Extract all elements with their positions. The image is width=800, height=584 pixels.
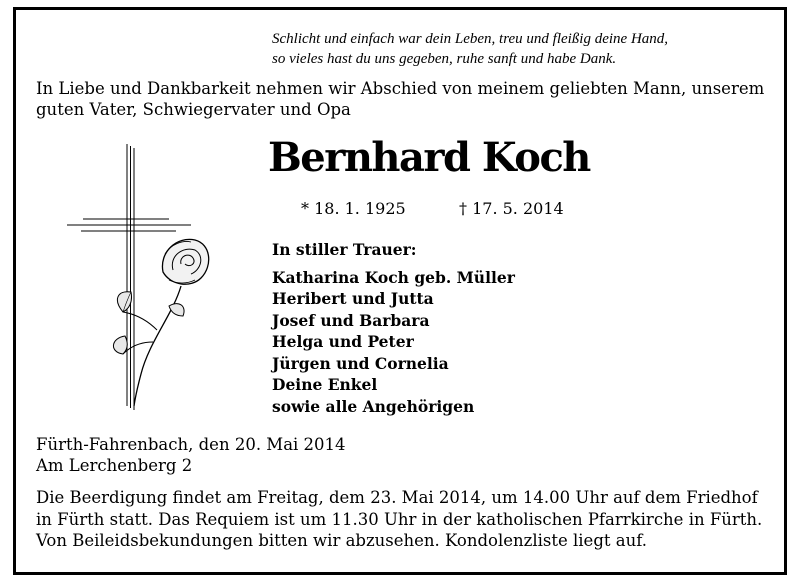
farewell-text: In Liebe und Dankbarkeit nehmen wir Abschied von meinem geliebten Mann, unserem guten Vater, Schwiegervater und Opa <box>36 79 765 119</box>
poem-line-1: Schlicht und einfach war dein Leben, treu und fleißig deine Hand, <box>272 31 669 47</box>
birth-date: * 18. 1. 1925 <box>301 199 406 218</box>
address-line: Am Lerchenberg 2 <box>36 456 193 475</box>
mourners-block <box>272 239 515 417</box>
place-and-address <box>36 434 346 476</box>
mourner-name: Jürgen und Cornelia <box>272 353 449 373</box>
place-date-line: Fürth-Fahrenbach, den 20. Mai 2014 <box>36 435 346 454</box>
funeral-line-2: in Fürth statt. Das Requiem ist um 11.30 Uhr in der katholischen Pfarrkirche in Fürth. <box>36 509 763 529</box>
funeral-line-1: Die Beerdigung findet am Freitag, dem 23. Mai 2014, um 14.00 Uhr auf dem Friedhof <box>36 488 758 507</box>
cross-with-rose-icon <box>61 144 211 414</box>
mourner-name: Heribert und Jutta <box>272 289 434 308</box>
mourner-name: sowie alle Angehörigen <box>272 396 475 416</box>
mourners-heading: In stiller Trauer: <box>272 240 417 259</box>
obituary-notice <box>13 7 787 575</box>
mourner-name: Deine Enkel <box>272 375 378 394</box>
poem-line-2: so vieles hast du uns gegeben, ruhe sanft und habe Dank. <box>272 51 617 67</box>
mourner-name: Helga und Peter <box>272 332 414 351</box>
death-date: † 17. 5. 2014 <box>459 199 564 218</box>
deceased-name: Bernhard Koch <box>268 134 590 181</box>
mourner-name: Josef und Barbara <box>272 310 430 330</box>
mourner-name: Katharina Koch geb. Müller <box>272 267 515 287</box>
funeral-line-3: Von Beileidsbekundungen bitten wir abzusehen. Kondolenzliste liegt auf. <box>36 531 647 550</box>
funeral-details <box>36 487 776 552</box>
memorial-poem <box>272 29 668 69</box>
